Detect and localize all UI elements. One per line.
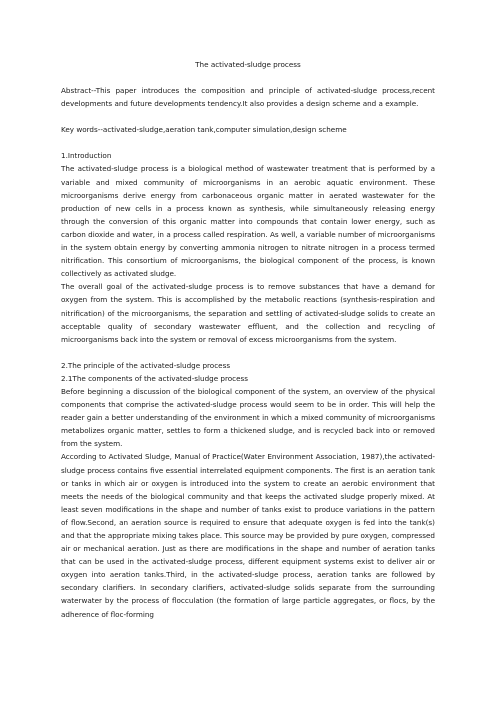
- section-2-1-subheading: 2.1The components of the activated-sludge process: [61, 373, 249, 383]
- section-2-paragraph-2: According to Activated Sludge, Manual of Practice(Water Environment Association, 1987),the activated-sludge process contains five essential interrelated equipment components. The first is an aeration tank or tanks in which air or oxygen is introduced into the system to create an aerobic environment that meets the needs of the biological community and that keeps the activated sludge properly mixed. At least seven modifications in the shape and number of tanks exist to produce variations in the pattern of flow.Second, an aeration source is required to ensure that adequate oxygen is fed into the tank(s) and that the appropriate mixing takes place. This source may be provided by pure oxygen, compressed air or mechanical aeration. Just as there are modifications in the shape and number of aeration tanks that can be used in the activated-sludge process, different equipment systems exist to deliver air or oxygen into aeration tanks.Third, in the activated-sludge process, aeration tanks are followed by secondary clarifiers. In secondary clarifiers, activated-sludge solids separate from the surrounding waterwater by the process of flocculation (the formation of large particle aggregates, or flocs, by the adherence of floc-forming: [61, 452, 435, 619]
- section-2-heading: 2.The principle of the activated-sludge process: [61, 360, 231, 370]
- section-1-paragraph-2: The overall goal of the activated-sludge process is to remove substances that have a demand for oxygen from the system. This is accomplished by the metabolic reactions (synthesis-respiration and nitrification) of the microorganisms, the separation and settling of activated-sludge solids to create an acceptable quality of secondary wastewater effluent, and the collection and recycling of microorganisms back into the system or removal of excess microorganisms from the system.: [61, 282, 435, 344]
- document-title: The activated-sludge process: [195, 60, 301, 69]
- section-2-paragraph-1: Before beginning a discussion of the biological component of the system, an overview of the physical components that comprise the activated-sludge process would seem to be in order. This will help the reader gain a better understanding of the environment in which a mixed community of microorganisms metabolizes organic matter, settles to form a thickened sludge, and is recycled back into or removed from the system.: [61, 386, 435, 449]
- keywords-line: Key words--activated-sludge,aeration tank,computer simulation,design scheme: [61, 125, 347, 135]
- abstract-paragraph: Abstract--This paper introduces the composition and principle of activated-sludge process,recent developments and future developments tendency.It also provides a design scheme and a example.: [61, 86, 435, 109]
- section-1-paragraph-1: The activated-sludge process is a biological method of wastewater treatment that is performed by a variable and mixed community of microorganisms in an aerobic aquatic environment. These microorganisms derive energy from carbonaceous organic matter in aerated wastewater for the production of new cells in a process known as synthesis, while simultaneously releasing energy through the conversion of this organic matter into compounds that contain lower energy, such as carbon dioxide and water, in a process called respiration. As well, a variable number of microorganisms in the system obtain energy by converting ammonia nitrogen to nitrate nitrogen in a process termed nitrification. This consortium of microorganisms, the biological component of the process, is known collectively as activated sludge.: [61, 164, 435, 279]
- section-1-heading: 1.Introduction: [61, 151, 112, 161]
- document-body: [61, 58, 435, 621]
